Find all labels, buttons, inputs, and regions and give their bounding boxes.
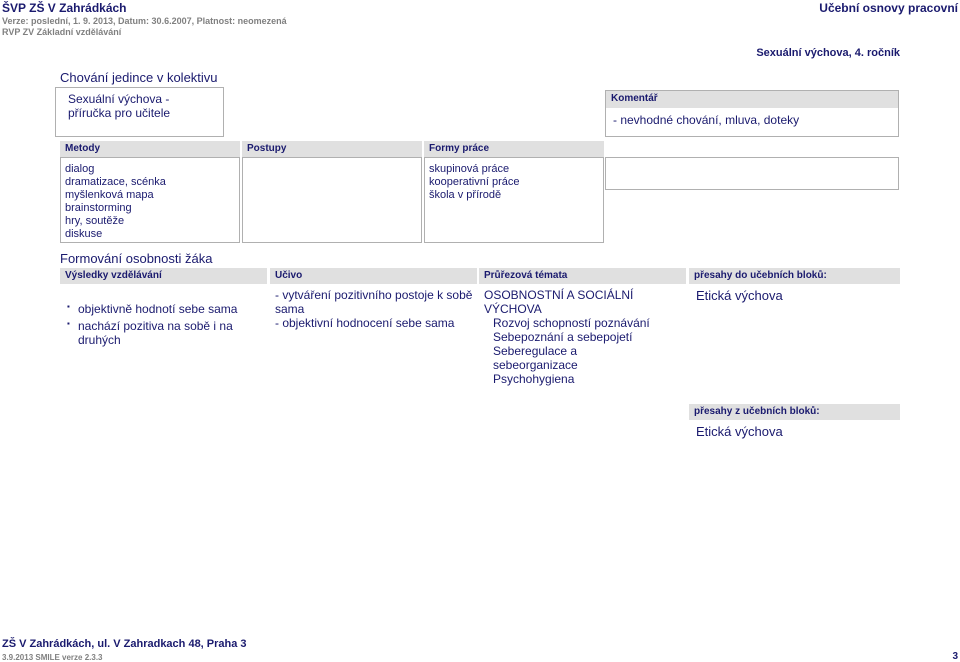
list-item: kooperativní práce [429,176,520,188]
vysledky-list [64,302,264,350]
presahy-do-value: Etická výchova [696,288,783,303]
list-item: Sebepoznání a sebepojetí [493,330,633,344]
list-item: škola v přírodě [429,189,502,201]
list-item: brainstorming [65,202,132,214]
presahy-z-value: Etická výchova [696,424,783,439]
school-name: ŠVP ZŠ V Zahrádkách [2,1,127,15]
methods-extra-box [605,157,899,190]
formy-header: Formy práce [424,141,604,157]
ucivo-header: Učivo [270,268,477,284]
list-item: diskuse [65,228,103,240]
list-item: hry, soutěže [65,215,125,227]
footer-version: 3.9.2013 SMILE verze 2.3.3 [2,653,103,662]
comment-label: Komentář [606,91,898,108]
comment-box [605,90,899,137]
resource-text: Sexuální výchova - příručka pro učitele [68,92,171,120]
page-number: 3 [952,651,958,662]
list-item: ▪ nachází pozitiva na sobě i na druhých [64,319,264,347]
resource-box [55,87,224,137]
list-item: - vytváření pozitivního postoje k sobě sama [275,288,473,316]
metody-header: Metody [60,141,240,157]
postupy-box [242,157,422,243]
presahy-do-header: přesahy do učebních bloků: [689,268,900,284]
list-item: ▪ objektivně hodnotí sebe sama [64,302,264,316]
section-title-personality: Formování osobnosti žáka [60,251,213,266]
list-item: dramatizace, scénka [65,176,166,188]
metody-box [60,157,240,243]
list-item: myšlenková mapa [65,189,154,201]
postupy-header: Postupy [242,141,422,157]
metody-list [65,163,166,241]
prurezova-items [484,316,663,386]
document-type: Učební osnovy pracovní [819,1,958,15]
version-line: Verze: poslední, 1. 9. 2013, Datum: 30.6.2007, Platnost: neomezená [2,16,287,26]
vysledky-header: Výsledky vzdělávání [60,268,267,284]
program-line: RVP ZV Základní vzdělávání [2,27,122,37]
footer-address: ZŠ V Zahrádkách, ul. V Zahradkach 48, Praha 3 [2,638,247,650]
list-item: Seberegulace a sebeorganizace [493,344,578,372]
prurezova-block [484,288,684,386]
comment-text: - nevhodné chování, mluva, doteky [613,113,800,127]
prurezova-title: OSOBNOSTNÍ A SOCIÁLNÍ VÝCHOVA [484,288,634,316]
list-item: skupinová práce [429,163,510,175]
formy-box [424,157,604,243]
section-title-behaviour: Chování jedince v kolektivu [60,70,218,85]
subject-grade: Sexuální výchova, 4. ročník [756,47,900,59]
list-item: - objektivní hodnocení sebe sama [275,316,455,330]
prurezova-header: Průřezová témata [479,268,686,284]
ucivo-list [275,288,475,330]
list-item: dialog [65,163,95,175]
formy-list [429,163,520,202]
presahy-z-header: přesahy z učebních bloků: [689,404,900,420]
list-item: Rozvoj schopností poznávání [493,316,650,330]
list-item: Psychohygiena [493,372,575,386]
